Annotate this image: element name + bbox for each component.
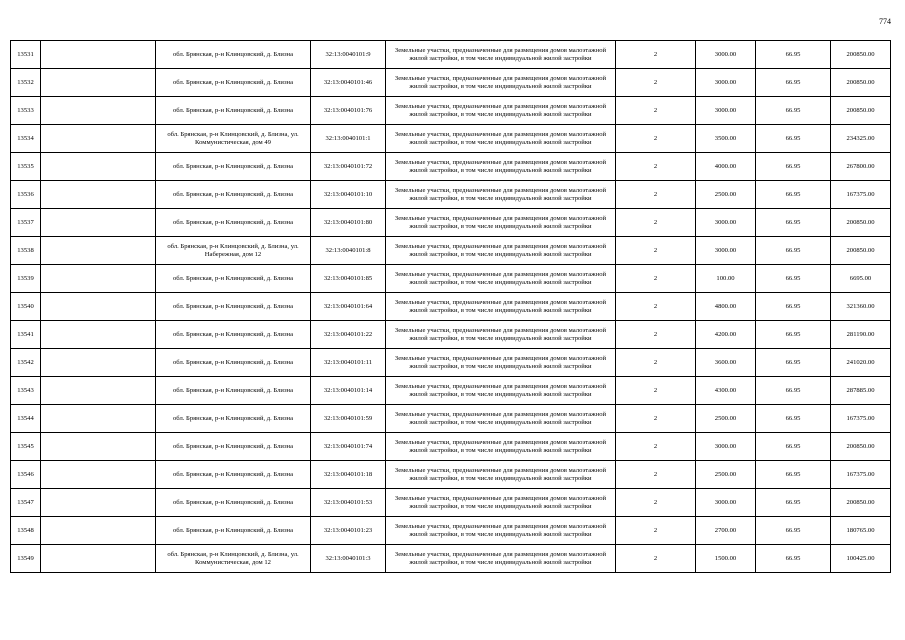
cadastral-value-cell: 200850.00 <box>831 433 891 461</box>
row-number-cell: 13531 <box>11 41 41 69</box>
land-use-cell: Земельные участки, предназначенные для размещения домов малоэтажной жилой застройки, в том числе индивидуальной жилой застройки <box>386 265 616 293</box>
cadastral-number-cell: 32:13:0040101:76 <box>311 97 386 125</box>
row-number-cell: 13548 <box>11 517 41 545</box>
address-cell: обл. Брянская, р-н Клинцовский, д. Близна <box>156 433 311 461</box>
group-cell: 2 <box>616 377 696 405</box>
empty-cell <box>41 153 156 181</box>
row-number-cell: 13543 <box>11 377 41 405</box>
cadastral-value-cell: 200850.00 <box>831 41 891 69</box>
table-row <box>11 405 891 433</box>
land-use-cell: Земельные участки, предназначенные для размещения домов малоэтажной жилой застройки, в том числе индивидуальной жилой застройки <box>386 181 616 209</box>
group-cell: 2 <box>616 265 696 293</box>
address-cell: обл. Брянская, р-н Клинцовский, д. Близна <box>156 41 311 69</box>
empty-cell <box>41 517 156 545</box>
specific-value-cell: 66.95 <box>756 517 831 545</box>
area-cell: 100.00 <box>696 265 756 293</box>
land-use-cell: Земельные участки, предназначенные для размещения домов малоэтажной жилой застройки, в том числе индивидуальной жилой застройки <box>386 433 616 461</box>
page-number: 774 <box>879 17 891 26</box>
cadastral-value-cell: 6695.00 <box>831 265 891 293</box>
address-cell: обл. Брянская, р-н Клинцовский, д. Близна, ул. Коммунистическая, дом 49 <box>156 125 311 153</box>
empty-cell <box>41 349 156 377</box>
table-row <box>11 153 891 181</box>
cadastral-number-cell: 32:13:0040101:1 <box>311 125 386 153</box>
area-cell: 2500.00 <box>696 461 756 489</box>
cadastral-number-cell: 32:13:0040101:64 <box>311 293 386 321</box>
empty-cell <box>41 69 156 97</box>
cadastral-value-cell: 287885.00 <box>831 377 891 405</box>
row-number-cell: 13547 <box>11 489 41 517</box>
table-row <box>11 293 891 321</box>
specific-value-cell: 66.95 <box>756 97 831 125</box>
table-row <box>11 349 891 377</box>
specific-value-cell: 66.95 <box>756 405 831 433</box>
specific-value-cell: 66.95 <box>756 321 831 349</box>
row-number-cell: 13549 <box>11 545 41 573</box>
specific-value-cell: 66.95 <box>756 209 831 237</box>
table-row <box>11 69 891 97</box>
empty-cell <box>41 377 156 405</box>
cadastral-value-cell: 321360.00 <box>831 293 891 321</box>
cadastral-number-cell: 32:13:0040101:3 <box>311 545 386 573</box>
table-row <box>11 517 891 545</box>
address-cell: обл. Брянская, р-н Клинцовский, д. Близна <box>156 349 311 377</box>
specific-value-cell: 66.95 <box>756 489 831 517</box>
cadastral-number-cell: 32:13:0040101:14 <box>311 377 386 405</box>
area-cell: 1500.00 <box>696 545 756 573</box>
empty-cell <box>41 265 156 293</box>
area-cell: 3000.00 <box>696 41 756 69</box>
group-cell: 2 <box>616 517 696 545</box>
specific-value-cell: 66.95 <box>756 153 831 181</box>
row-number-cell: 13534 <box>11 125 41 153</box>
cadastral-number-cell: 32:13:0040101:18 <box>311 461 386 489</box>
empty-cell <box>41 237 156 265</box>
land-use-cell: Земельные участки, предназначенные для размещения домов малоэтажной жилой застройки, в том числе индивидуальной жилой застройки <box>386 209 616 237</box>
land-use-cell: Земельные участки, предназначенные для размещения домов малоэтажной жилой застройки, в том числе индивидуальной жилой застройки <box>386 69 616 97</box>
land-use-cell: Земельные участки, предназначенные для размещения домов малоэтажной жилой застройки, в том числе индивидуальной жилой застройки <box>386 545 616 573</box>
address-cell: обл. Брянская, р-н Клинцовский, д. Близна <box>156 293 311 321</box>
specific-value-cell: 66.95 <box>756 377 831 405</box>
land-use-cell: Земельные участки, предназначенные для размещения домов малоэтажной жилой застройки, в том числе индивидуальной жилой застройки <box>386 517 616 545</box>
address-cell: обл. Брянская, р-н Клинцовский, д. Близна <box>156 321 311 349</box>
area-cell: 3000.00 <box>696 433 756 461</box>
address-cell: обл. Брянская, р-н Клинцовский, д. Близна <box>156 153 311 181</box>
area-cell: 2500.00 <box>696 405 756 433</box>
group-cell: 2 <box>616 461 696 489</box>
cadastral-number-cell: 32:13:0040101:85 <box>311 265 386 293</box>
empty-cell <box>41 209 156 237</box>
table-row <box>11 545 891 573</box>
row-number-cell: 13533 <box>11 97 41 125</box>
cadastral-number-cell: 32:13:0040101:53 <box>311 489 386 517</box>
area-cell: 3000.00 <box>696 209 756 237</box>
group-cell: 2 <box>616 545 696 573</box>
empty-cell <box>41 125 156 153</box>
row-number-cell: 13545 <box>11 433 41 461</box>
table-body <box>11 41 891 573</box>
row-number-cell: 13540 <box>11 293 41 321</box>
specific-value-cell: 66.95 <box>756 125 831 153</box>
table-row <box>11 181 891 209</box>
address-cell: обл. Брянская, р-н Клинцовский, д. Близна <box>156 405 311 433</box>
land-use-cell: Земельные участки, предназначенные для размещения домов малоэтажной жилой застройки, в том числе индивидуальной жилой застройки <box>386 125 616 153</box>
area-cell: 2700.00 <box>696 517 756 545</box>
land-use-cell: Земельные участки, предназначенные для размещения домов малоэтажной жилой застройки, в том числе индивидуальной жилой застройки <box>386 461 616 489</box>
address-cell: обл. Брянская, р-н Клинцовский, д. Близна <box>156 377 311 405</box>
area-cell: 4000.00 <box>696 153 756 181</box>
cadastral-number-cell: 32:13:0040101:10 <box>311 181 386 209</box>
address-cell: обл. Брянская, р-н Клинцовский, д. Близна <box>156 181 311 209</box>
address-cell: обл. Брянская, р-н Клинцовский, д. Близна <box>156 97 311 125</box>
group-cell: 2 <box>616 97 696 125</box>
cadastral-value-cell: 234325.00 <box>831 125 891 153</box>
row-number-cell: 13537 <box>11 209 41 237</box>
cadastral-number-cell: 32:13:0040101:22 <box>311 321 386 349</box>
specific-value-cell: 66.95 <box>756 181 831 209</box>
empty-cell <box>41 181 156 209</box>
empty-cell <box>41 321 156 349</box>
empty-cell <box>41 461 156 489</box>
empty-cell <box>41 433 156 461</box>
cadastral-value-cell: 267800.00 <box>831 153 891 181</box>
area-cell: 4200.00 <box>696 321 756 349</box>
cadastral-value-cell: 167375.00 <box>831 405 891 433</box>
area-cell: 2500.00 <box>696 181 756 209</box>
land-use-cell: Земельные участки, предназначенные для размещения домов малоэтажной жилой застройки, в том числе индивидуальной жилой застройки <box>386 377 616 405</box>
land-use-cell: Земельные участки, предназначенные для размещения домов малоэтажной жилой застройки, в том числе индивидуальной жилой застройки <box>386 349 616 377</box>
specific-value-cell: 66.95 <box>756 293 831 321</box>
land-use-cell: Земельные участки, предназначенные для размещения домов малоэтажной жилой застройки, в том числе индивидуальной жилой застройки <box>386 405 616 433</box>
cadastral-value-cell: 167375.00 <box>831 181 891 209</box>
group-cell: 2 <box>616 125 696 153</box>
empty-cell <box>41 489 156 517</box>
group-cell: 2 <box>616 209 696 237</box>
specific-value-cell: 66.95 <box>756 545 831 573</box>
empty-cell <box>41 97 156 125</box>
cadastral-number-cell: 32:13:0040101:72 <box>311 153 386 181</box>
address-cell: обл. Брянская, р-н Клинцовский, д. Близна <box>156 517 311 545</box>
group-cell: 2 <box>616 405 696 433</box>
land-use-cell: Земельные участки, предназначенные для размещения домов малоэтажной жилой застройки, в том числе индивидуальной жилой застройки <box>386 293 616 321</box>
table-row <box>11 125 891 153</box>
table-row <box>11 237 891 265</box>
address-cell: обл. Брянская, р-н Клинцовский, д. Близна, ул. Коммунистическая, дом 12 <box>156 545 311 573</box>
land-use-cell: Земельные участки, предназначенные для размещения домов малоэтажной жилой застройки, в том числе индивидуальной жилой застройки <box>386 97 616 125</box>
table-row <box>11 489 891 517</box>
cadastral-value-cell: 100425.00 <box>831 545 891 573</box>
cadastral-value-cell: 180765.00 <box>831 517 891 545</box>
cadastral-number-cell: 32:13:0040101:9 <box>311 41 386 69</box>
empty-cell <box>41 293 156 321</box>
row-number-cell: 13539 <box>11 265 41 293</box>
cadastral-value-table <box>10 40 891 573</box>
specific-value-cell: 66.95 <box>756 237 831 265</box>
group-cell: 2 <box>616 237 696 265</box>
table-row <box>11 209 891 237</box>
specific-value-cell: 66.95 <box>756 41 831 69</box>
cadastral-number-cell: 32:13:0040101:46 <box>311 69 386 97</box>
cadastral-number-cell: 32:13:0040101:74 <box>311 433 386 461</box>
table-row <box>11 377 891 405</box>
cadastral-number-cell: 32:13:0040101:8 <box>311 237 386 265</box>
group-cell: 2 <box>616 433 696 461</box>
cadastral-value-cell: 200850.00 <box>831 489 891 517</box>
cadastral-number-cell: 32:13:0040101:59 <box>311 405 386 433</box>
area-cell: 3000.00 <box>696 237 756 265</box>
row-number-cell: 13536 <box>11 181 41 209</box>
cadastral-number-cell: 32:13:0040101:11 <box>311 349 386 377</box>
specific-value-cell: 66.95 <box>756 433 831 461</box>
address-cell: обл. Брянская, р-н Клинцовский, д. Близна <box>156 209 311 237</box>
row-number-cell: 13542 <box>11 349 41 377</box>
land-use-cell: Земельные участки, предназначенные для размещения домов малоэтажной жилой застройки, в том числе индивидуальной жилой застройки <box>386 489 616 517</box>
area-cell: 3500.00 <box>696 125 756 153</box>
group-cell: 2 <box>616 69 696 97</box>
area-cell: 3000.00 <box>696 97 756 125</box>
group-cell: 2 <box>616 153 696 181</box>
area-cell: 4300.00 <box>696 377 756 405</box>
table-row <box>11 433 891 461</box>
cadastral-value-cell: 200850.00 <box>831 69 891 97</box>
table-row <box>11 461 891 489</box>
row-number-cell: 13535 <box>11 153 41 181</box>
row-number-cell: 13538 <box>11 237 41 265</box>
area-cell: 3000.00 <box>696 69 756 97</box>
cadastral-value-cell: 200850.00 <box>831 209 891 237</box>
empty-cell <box>41 545 156 573</box>
row-number-cell: 13541 <box>11 321 41 349</box>
area-cell: 4800.00 <box>696 293 756 321</box>
specific-value-cell: 66.95 <box>756 69 831 97</box>
land-use-cell: Земельные участки, предназначенные для размещения домов малоэтажной жилой застройки, в том числе индивидуальной жилой застройки <box>386 41 616 69</box>
group-cell: 2 <box>616 293 696 321</box>
address-cell: обл. Брянская, р-н Клинцовский, д. Близна <box>156 69 311 97</box>
table-row <box>11 97 891 125</box>
group-cell: 2 <box>616 41 696 69</box>
group-cell: 2 <box>616 489 696 517</box>
empty-cell <box>41 41 156 69</box>
group-cell: 2 <box>616 349 696 377</box>
cadastral-value-cell: 241020.00 <box>831 349 891 377</box>
cadastral-number-cell: 32:13:0040101:80 <box>311 209 386 237</box>
cadastral-value-cell: 200850.00 <box>831 237 891 265</box>
group-cell: 2 <box>616 181 696 209</box>
row-number-cell: 13532 <box>11 69 41 97</box>
land-use-cell: Земельные участки, предназначенные для размещения домов малоэтажной жилой застройки, в том числе индивидуальной жилой застройки <box>386 237 616 265</box>
address-cell: обл. Брянская, р-н Клинцовский, д. Близна <box>156 489 311 517</box>
table-row <box>11 321 891 349</box>
table-row <box>11 265 891 293</box>
address-cell: обл. Брянская, р-н Клинцовский, д. Близна <box>156 461 311 489</box>
address-cell: обл. Брянская, р-н Клинцовский, д. Близна, ул. Набережная, дом 12 <box>156 237 311 265</box>
cadastral-value-cell: 167375.00 <box>831 461 891 489</box>
row-number-cell: 13544 <box>11 405 41 433</box>
land-use-cell: Земельные участки, предназначенные для размещения домов малоэтажной жилой застройки, в том числе индивидуальной жилой застройки <box>386 321 616 349</box>
address-cell: обл. Брянская, р-н Клинцовский, д. Близна <box>156 265 311 293</box>
specific-value-cell: 66.95 <box>756 461 831 489</box>
specific-value-cell: 66.95 <box>756 349 831 377</box>
empty-cell <box>41 405 156 433</box>
table-row <box>11 41 891 69</box>
cadastral-number-cell: 32:13:0040101:23 <box>311 517 386 545</box>
cadastral-value-cell: 200850.00 <box>831 97 891 125</box>
land-use-cell: Земельные участки, предназначенные для размещения домов малоэтажной жилой застройки, в том числе индивидуальной жилой застройки <box>386 153 616 181</box>
area-cell: 3000.00 <box>696 489 756 517</box>
cadastral-value-cell: 281190.00 <box>831 321 891 349</box>
area-cell: 3600.00 <box>696 349 756 377</box>
group-cell: 2 <box>616 321 696 349</box>
row-number-cell: 13546 <box>11 461 41 489</box>
specific-value-cell: 66.95 <box>756 265 831 293</box>
